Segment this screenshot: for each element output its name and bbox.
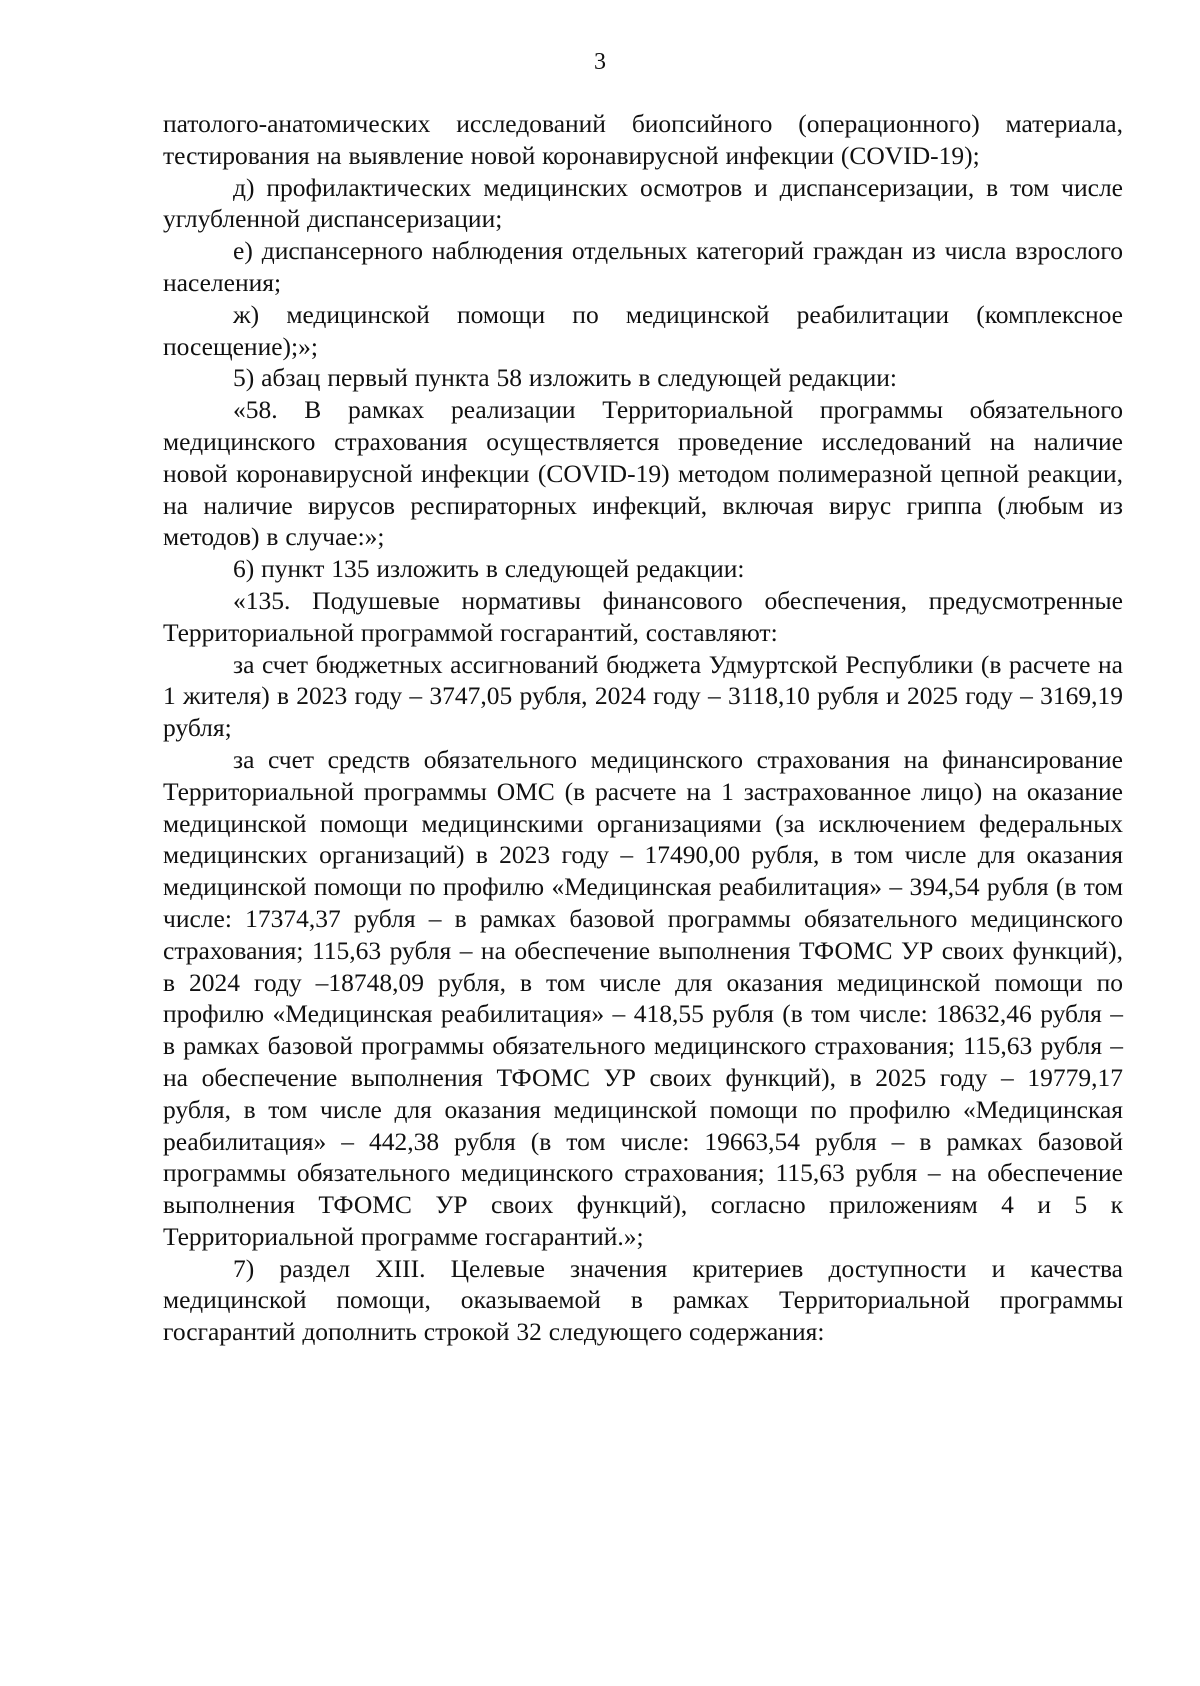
paragraph-item-zh: ж) медицинской помощи по медицинской реабилитации (комплексное посещение);»; [163, 299, 1123, 361]
paragraph-item-e: е) диспансерного наблюдения отдельных категорий граждан из числа взрослого населения; [163, 236, 1123, 297]
paragraph-budget-funding: за счет бюджетных ассигнований бюджета Удмуртской Республики (в расчете на 1 жителя) в 2023 году – 3747,05 рубля, 2024 году – 3118,10 рубля и 2025 году – 3169,19 рубля; [163, 649, 1123, 743]
paragraph-item-5: 5) абзац первый пункта 58 изложить в следующей редакции: [233, 363, 897, 393]
page-number: 3 [594, 49, 606, 75]
paragraph-item-7: 7) раздел XIII. Целевые значения критериев доступности и качества медицинской помощи, оказываемой в рамках Территориальной программы госгарантий дополнить строкой 32 следующего содержания: [163, 1253, 1123, 1347]
paragraph-clause-58: «58. В рамках реализации Территориальной программы обязательного медицинского страхования осуществляется проведение исследований на наличие новой коронавирусной инфекции (COVID-19) методом полимеразной цепной реакции, на наличие вирусов респираторных инфекций, включая вирус гриппа (любым из методов) в случае:»; [163, 395, 1123, 552]
paragraph-item-d: д) профилактических медицинских осмотров и диспансеризации, в том числе углубленной диспансеризации; [163, 172, 1123, 234]
document-body [163, 108, 1123, 1348]
paragraph-continuation: патолого-анатомических исследований биопсийного (операционного) материала, тестирования на выявление новой коронавирусной инфекции (COVID-19); [163, 109, 1123, 170]
paragraph-oms-funding: за счет средств обязательного медицинского страхования на финансирование Территориальной программы ОМС (в расчете на 1 застрахованное лицо) на оказание медицинской помощи медицинскими организациями (за исключением федеральных медицинских организаций) в 2023 году – 17490,00 рубля, в том числе для оказания медицинской помощи по профилю «Медицинская реабилитация» – 394,54 рубля (в том числе: 17374,37 рубля – в рамках базовой программы обязательного медицинского страхования; 115,63 рубля – на обеспечение выполнения ТФОМС УР своих функций), в 2024 году –18748,09 рубля, в том числе для оказания медицинской помощи по профилю «Медицинская реабилитация» – 418,55 рубля (в том числе: 18632,46 рубля – в рамках базовой программы обязательного медицинского страхования; 115,63 рубля – на обеспечение выполнения ТФОМС УР своих функций), в 2025 году – 19779,17 рубля, в том числе для оказания медицинской помощи по профилю «Медицинская реабилитация» – 442,38 рубля (в том числе: 19663,54 рубля – в рамках базовой программы обязательного медицинского страхования; 115,63 рубля – на обеспечение выполнения ТФОМС УР своих функций), согласно приложениям 4 и 5 к Территориальной программе госгарантий.»; [163, 744, 1123, 1251]
paragraph-item-6: 6) пункт 135 изложить в следующей редакции: [233, 554, 745, 584]
paragraph-clause-135: «135. Подушевые нормативы финансового обеспечения, предусмотренные Территориальной программой госгарантий, составляют: [163, 585, 1123, 647]
